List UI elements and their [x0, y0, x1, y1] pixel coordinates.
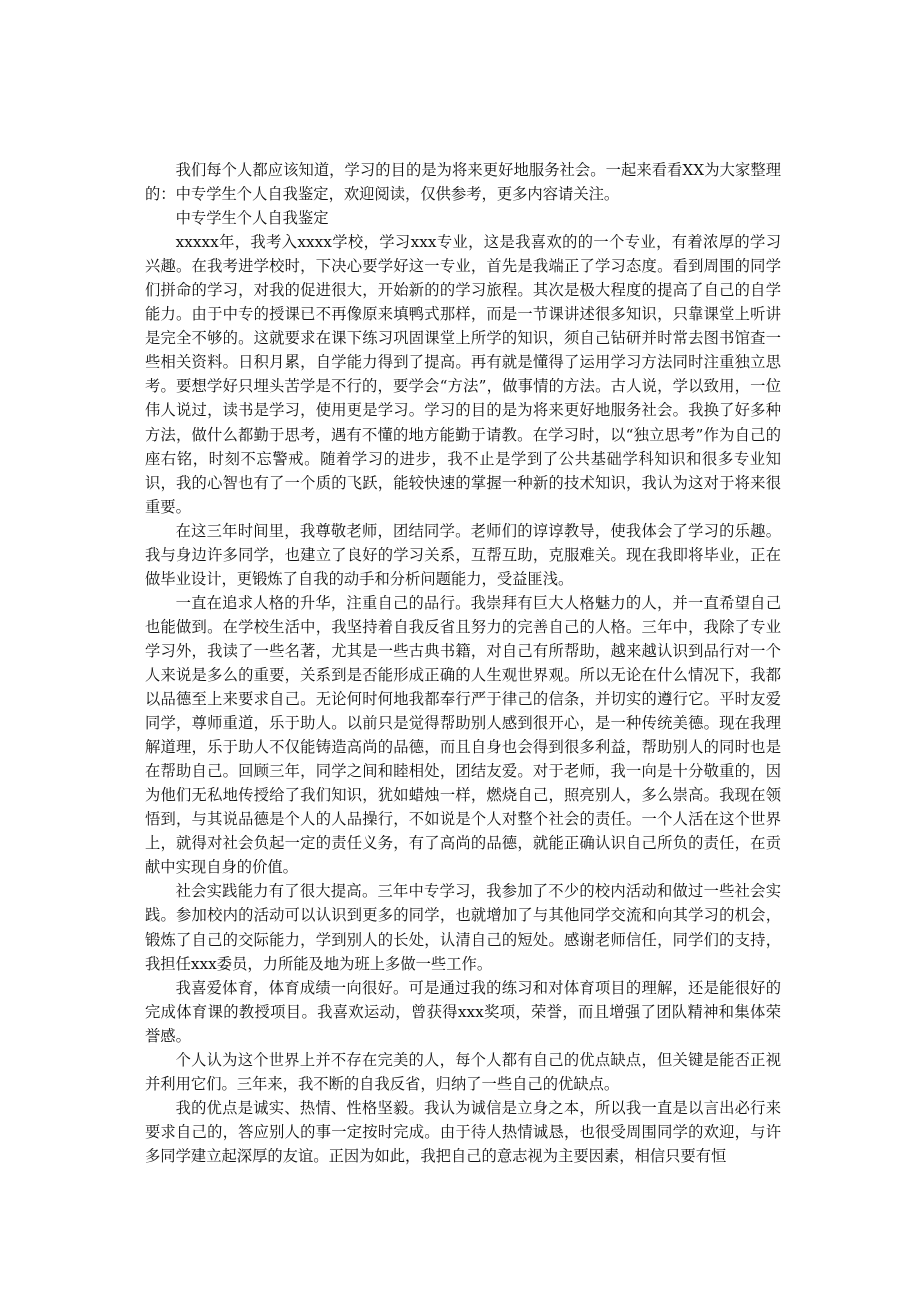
body-paragraph-self-reflection: 个人认为这个世界上并不存在完美的人，每个人都有自己的优点缺点，但关键是能否正视并利用它们。三年来，我不断的自我反省，归纳了一些自己的优缺点。 — [145, 1050, 781, 1093]
intro-paragraph: 我们每个人都应该知道，学习的目的是为将来更好地服务社会。一起来看看XX为大家整理的：中专学生个人自我鉴定，欢迎阅读，仅供参考，更多内容请关注。 — [145, 161, 781, 204]
body-paragraph-strengths: 我的优点是诚实、热情、性格坚毅。我认为诚信是立身之本，所以我一直是以言出必行来要求自己的，答应别人的事一定按时完成。由于待人热情诚恳，也很受周围同学的欢迎，与许多同学建立起深厚的友谊。正因为如此，我把自己的意志视为主要因素，相信只要有恒 — [145, 1098, 781, 1165]
body-paragraph-practice: 社会实践能力有了很大提高。三年中专学习，我参加了不少的校内活动和做过一些社会实践。参加校内的活动可以认识到更多的同学，也就增加了与其他同学交流和向其学习的机会，锻炼了自己的交际能力，学到别人的长处，认清自己的短处。感谢老师信任，同学们的支持，我担任xxx委员，力所能及地为班上多做一些工作。 — [145, 882, 781, 973]
body-paragraph-character: 一直在追求人格的升华，注重自己的品行。我崇拜有巨大人格魅力的人，并一直希望自己也能做到。在学校生活中，我坚持着自我反省且努力的完善自己的人格。三年中，我除了专业学习外，我读了一些名著，尤其是一些古典书籍，对自己有所帮助，越来越认识到品行对一个人来说是多么的重要，关系到是否能形成正确的人生观世界观。所以无论在什么情况下，我都以品德至上来要求自己。无论何时何地我都奉行严于律己的信条，并切实的遵行它。平时友爱同学，尊师重道，乐于助人。以前只是觉得帮助别人感到很开心，是一种传统美德。现在我理解道理，乐于助人不仅能铸造高尚的品德，而且自身也会得到很多利益，帮助别人的同时也是在帮助自己。回顾三年，同学之间和睦相处，团结友爱。对于老师，我一向是十分敬重的，因为他们无私地传授给了我们知识，犹如蜡烛一样，燃烧自己，照亮别人，多么崇高。我现在领悟到，与其说品德是个人的人品操行，不如说是个人对整个社会的责任。一个人活在这个世界上，就得对社会负起一定的责任义务，有了高尚的品德，就能正确认识自己所负的责任，在贡献中实现自身的价值。 — [145, 593, 781, 877]
document-body — [145, 158, 781, 1168]
body-paragraph-sports: 我喜爱体育，体育成绩一向很好。可是通过我的练习和对体育项目的理解，还是能很好的完成体育课的教授项目。我喜欢运动，曾获得xxx奖项，荣誉，而且增强了团队精神和集体荣誉感。 — [145, 978, 781, 1045]
body-paragraph-study: xxxxx年，我考入xxxx学校，学习xxx专业，这是我喜欢的的一个专业，有着浓厚的学习兴趣。在我考进学校时，下决心要学好这一专业，首先是我端正了学习态度。看到周围的同学们拼命的学习，对我的促进很大，开始新的的学习旅程。其次是极大程度的提高了自己的自学能力。由于中专的授课已不再像原来填鸭式那样，而是一节课讲述很多知识，只靠课堂上听讲是完全不够的。这就要求在课下练习巩固课堂上所学的知识，须自己钻研并时常去图书馆查一些相关资料。日积月累，自学能力得到了提高。再有就是懂得了运用学习方法同时注重独立思考。要想学好只埋头苦学是不行的，要学会“方法”，做事情的方法。古人说，学以致用，一位伟人说过，读书是学习，使用更是学习。学习的目的是为将来更好地服务社会。我换了好多种方法，做什么都勤于思考，遇有不懂的地方能勤于请教。在学习时，以“独立思考”作为自己的座右铭，时刻不忘警戒。随着学习的进步，我不止是学到了公共基础学科知识和很多专业知识，我的心智也有了一个质的飞跃，能较快速的掌握一种新的技术知识，我认为这对于将来很重要。 — [145, 233, 781, 516]
document-title: 中专学生个人自我鉴定 — [175, 209, 329, 228]
body-paragraph-teachers: 在这三年时间里，我尊敬老师，团结同学。老师们的谆谆教导，使我体会了学习的乐趣。我与身边许多同学，也建立了良好的学习关系，互帮互助，克服难关。现在我即将毕业，正在做毕业设计，更锻炼了自我的动手和分析问题能力，受益匪浅。 — [145, 521, 781, 588]
